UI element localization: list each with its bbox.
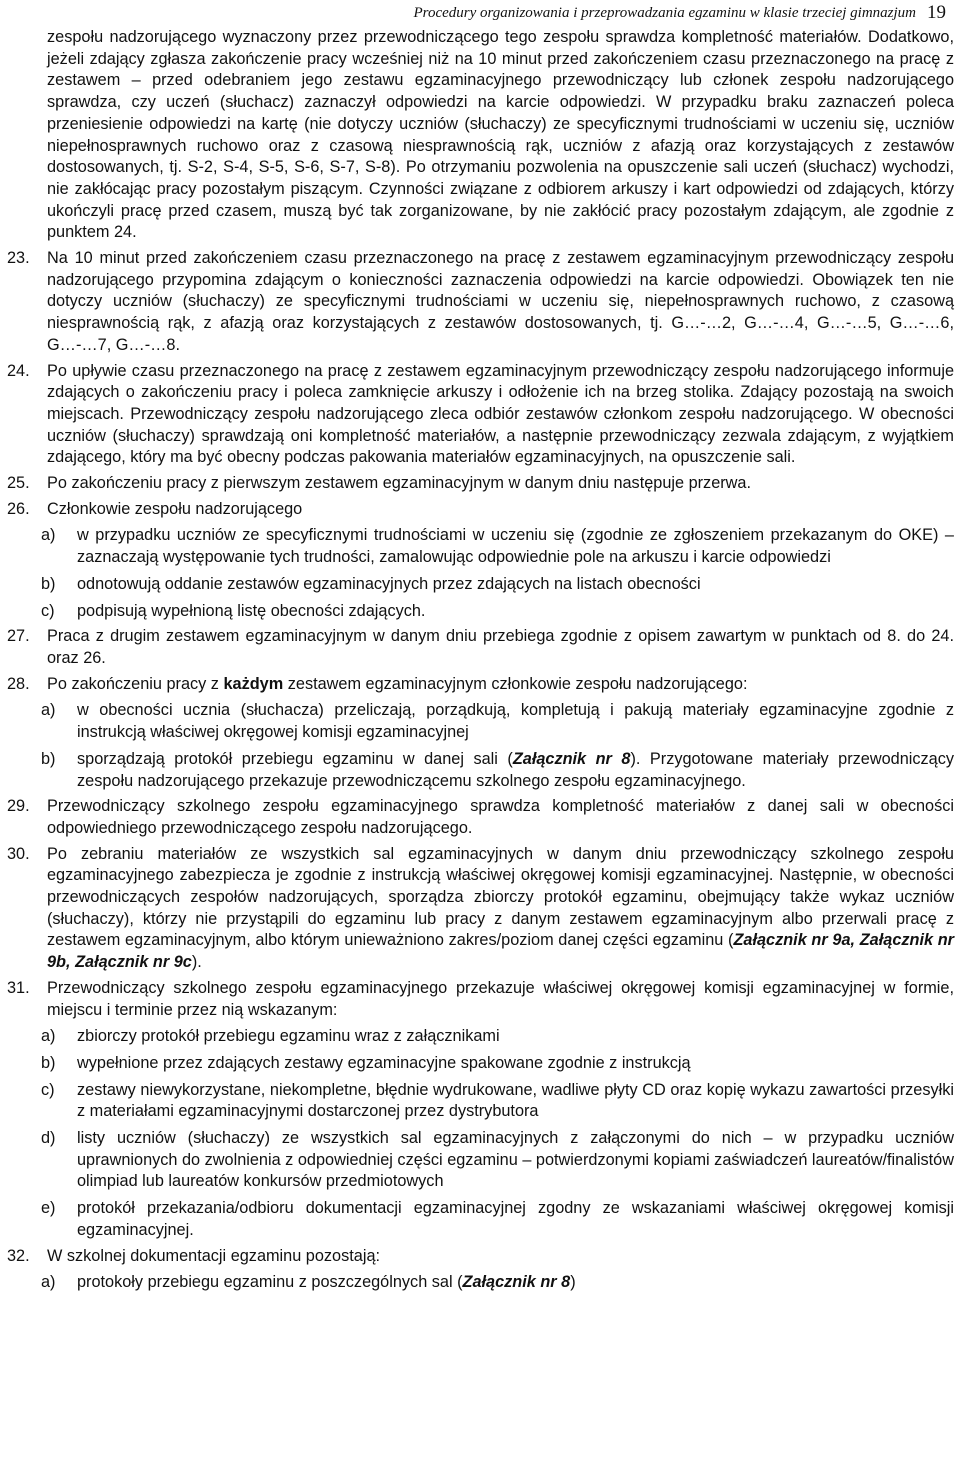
sub-text: w obecności ucznia (słuchacza) przeliczają, porządkują, kompletują i pakują materiały egzaminacyjne zgodnie z instrukcją właściwej okręgowej komisji egzaminacyjnej xyxy=(77,701,954,742)
paragraph-22-continuation: zespołu nadzorującego wyznaczony przez przewodniczącego tego zespołu sprawdza kompletność materiałów. Dodatkowo, jeżeli zdający zgłasza zakończenie pracy wcześniej niż na 10 minut przed zakończeniem czasu przeznaczonego na pracę z zestawem – przed odebraniem jego zestawu egzaminacyjnego przewodniczący lub członek zespołu nadzorującego sprawdza, czy uczeń (słuchacz) zaznaczył odpowiedzi na karcie odpowiedzi. W przypadku braku zaznaczeń poleca przeniesienie odpowiedzi na kartę (nie dotyczy uczniów (słuchaczy) ze specyficznymi trudnościami w uczeniu się, uczniów niepełnosprawnych ruchowo oraz z czasową niesprawnością rąk, uczniów z afazją oraz korzystających z zestawów dostosowanych, tj. S-2, S-4, S-5, S-6, S-7, S-8). Po otrzymaniu pozwolenia na opuszczenie sali uczeń (słuchacz) wychodzi, nie zakłócając pracy pozostałym piszącym. Czynności związane z odbiorem arkuszy i kart odpowiedzi od zdających, którzy ukończyli pracę przed czasem, muszą być tak zorganizowane, by nie zakłócić pracy pozostałym zdającym, ale zgodnie z punktem 24. xyxy=(47,28,954,242)
sub-letter: e) xyxy=(41,1199,56,1218)
sub-text: sporządzają protokół przebiegu egzaminu w danej sali ( xyxy=(77,749,513,768)
item-31 xyxy=(0,978,960,1021)
item-number: 31. xyxy=(7,978,30,997)
sub-text: zestawy niewykorzystane, niekompletne, błędnie wydrukowane, wadliwe płyty CD oraz kopię wykazu zawartości przesyłki z materiałami egzaminacyjnymi dostarczonej przez dystrybutora xyxy=(77,1080,954,1121)
item-28 xyxy=(0,674,960,696)
sub-letter: b) xyxy=(41,1053,56,1072)
sub-text: podpisują wypełnioną listę obecności zdających. xyxy=(77,601,426,620)
item-text: Po upływie czasu przeznaczonego na pracę z zestawem egzaminacyjnym przewodniczący zespołu nadzorującego informuje zdających o zakończeniu pracy i poleca zamknięcie arkuszy i odłożenie ich na brzeg stolika. Zdający pozostają na swoich miejscach. Przewodniczący zespołu nadzorującego zleca odbiór zestawów członkom zespołu nadzorującego. W obecności uczniów (słuchaczy) sprawdzają oni kompletność materiałów, a następnie przewodniczący zezwala zdającym, z wyjątkiem zdającego, który ma być obecny podczas pakowania materiałów egzaminacyjnych, na opuszczenie sali. xyxy=(47,361,954,467)
sub-text: protokół przekazania/odbioru dokumentacji egzaminacyjnej zgodny ze wskazaniami właściwej okręgowej komisji egzaminacyjnej. xyxy=(77,1199,954,1239)
item-number: 23. xyxy=(7,249,30,268)
sub-letter: c) xyxy=(41,1080,55,1099)
sub-text-end: ) xyxy=(570,1273,576,1292)
item-28-a xyxy=(0,700,960,743)
sub-letter: b) xyxy=(41,574,56,593)
separator: , xyxy=(66,953,76,972)
document-body xyxy=(0,27,960,1294)
item-number: 24. xyxy=(7,361,30,380)
item-text: Po zebraniu materiałów ze wszystkich sal egzaminacyjnych w danym dniu przewodniczący szkolnego zespołu egzaminacyjnego zabezpiecza je zgodnie z instrukcją właściwej okręgowej komisji egzaminacyjnej. Następnie, w obecności przewodniczących zespołów nadzorujących, sporządza zbiorczy protokół egzaminu, obejmujący także wykaz uczniów (słuchaczy), którzy nie przystąpili do egzaminu lub pracy z danym zestawem egzaminacyjnym albo przerwali pracę z zestawem egzaminacyjnym, albo którym unieważniono zakres/poziom danej części egzaminu ( xyxy=(47,844,954,950)
item-number: 30. xyxy=(7,844,30,863)
sub-text: wypełnione przez zdających zestawy egzaminacyjne spakowane zgodnie z instrukcją xyxy=(77,1053,691,1072)
item-28-b xyxy=(0,749,960,792)
separator: , xyxy=(850,931,860,950)
item-26-a xyxy=(0,525,960,568)
item-31-e xyxy=(0,1198,960,1241)
running-title: Procedury organizowania i przeprowadzania egzaminu w klasie trzeciej gimnazjum xyxy=(413,5,916,21)
attachment-reference-9a: Załącznik nr 9a xyxy=(733,931,851,950)
sub-letter: d) xyxy=(41,1129,56,1148)
sub-text: zbiorczy protokół przebiegu egzaminu wraz z załącznikami xyxy=(77,1027,500,1046)
attachment-reference-9b: Załącznik nr 9b xyxy=(47,931,954,972)
item-32-a xyxy=(0,1272,960,1294)
item-text: Przewodniczący szkolnego zespołu egzaminacyjnego przekazuje właściwej okręgowej komisji egzaminacyjnej w formie, miejscu i terminie przez nią wskazanym: xyxy=(47,978,954,1019)
sub-letter: a) xyxy=(41,526,56,545)
item-text: Po zakończeniu pracy z pierwszym zestawem egzaminacyjnym w danym dniu następuje przerwa. xyxy=(47,474,752,493)
item-number: 26. xyxy=(7,499,30,518)
sub-text: protokoły przebiegu egzaminu z poszczególnych sal ( xyxy=(77,1273,463,1292)
attachment-reference-9c: Załącznik nr 9c xyxy=(75,953,192,972)
sub-text: listy uczniów (słuchaczy) ze wszystkich sal egzaminacyjnych z załączonymi do nich – w przypadku uczniów uprawnionych do zwolnienia z odpowiedniej części egzaminu – potwierdzonymi kopiami zaświadczeń laureatów/finalistów olimpiad lub laureatów konkursów przedmiotowych xyxy=(77,1129,954,1191)
page-number: 19 xyxy=(927,2,946,23)
item-text: Praca z drugim zestawem egzaminacyjnym w danym dniu przebiega zgodnie z opisem zawartym w punktach od 8. do 24. oraz 26. xyxy=(47,627,954,667)
item-26-c xyxy=(0,601,960,623)
item-text: Na 10 minut przed zakończeniem czasu przeznaczonego na pracę z zestawem egzaminacyjnym przewodniczący zespołu nadzorującego przypomina zdającym o konieczności zaznaczenia odpowiedzi na karcie odpowiedzi. Obowiązek ten nie dotyczy uczniów (słuchaczy) ze specyficznymi trudnościami w uczeniu się, niepełnosprawnych ruchowo, z czasową niesprawnością rąk, z afazją oraz korzystających z zestawów dostosowanych, tj. G…-…2, G…-…4, G…-…5, G…-…6, G…-…7, G…-…8. xyxy=(47,249,954,354)
item-26 xyxy=(0,499,960,521)
sub-text: odnotowują oddanie zestawów egzaminacyjnych przez zdających na listach obecności xyxy=(77,574,701,593)
item-text: Przewodniczący szkolnego zespołu egzaminacyjnego sprawdza kompletność materiałów z danej sali w obecności odpowiedniego przewodniczącego zespołu nadzorującego. xyxy=(47,797,954,837)
item-31-a xyxy=(0,1026,960,1048)
item-32 xyxy=(0,1246,960,1268)
item-24 xyxy=(0,361,960,470)
item-25 xyxy=(0,473,960,495)
sub-letter: a) xyxy=(41,1273,56,1292)
item-text: W szkolnej dokumentacji egzaminu pozostają: xyxy=(47,1246,381,1265)
item-number: 29. xyxy=(7,797,30,816)
item-number: 28. xyxy=(7,674,30,693)
attachment-reference: Załącznik nr 8 xyxy=(512,749,631,768)
item-27 xyxy=(0,626,960,669)
item-text-end: zestawem egzaminacyjnym członkowie zespołu nadzorującego: xyxy=(283,674,748,693)
item-number: 27. xyxy=(7,627,30,646)
sub-text: w przypadku uczniów ze specyficznymi trudnościami w uczeniu się (zgodnie ze zgłoszeniem przekazanym do OKE) – zaznaczają występowanie tych trudności, zamalowując odpowiednie pole na arkuszu i karcie odpowiedzi xyxy=(77,526,954,567)
sub-text-end: ). Przygotowane materiały przewodniczący zespołu nadzorującego przekazuje przewodniczącemu szkolnego zespołu egzaminacyjnego. xyxy=(77,749,954,790)
emphasis-text: każdym xyxy=(223,674,284,693)
item-text: Członkowie zespołu nadzorującego xyxy=(47,499,303,518)
item-26-b xyxy=(0,574,960,596)
item-30 xyxy=(0,844,960,974)
sub-letter: a) xyxy=(41,701,56,720)
sub-letter: a) xyxy=(41,1027,56,1046)
item-number: 32. xyxy=(7,1246,30,1265)
item-31-c xyxy=(0,1080,960,1123)
item-31-d xyxy=(0,1128,960,1193)
item-23 xyxy=(0,248,960,357)
item-number: 25. xyxy=(7,474,30,493)
item-29 xyxy=(0,796,960,839)
sub-letter: b) xyxy=(41,749,56,768)
attachment-reference: Załącznik nr 8 xyxy=(462,1273,571,1292)
page-header xyxy=(0,4,946,26)
item-31-b xyxy=(0,1053,960,1075)
item-text-end: ). xyxy=(191,953,202,972)
sub-letter: c) xyxy=(41,601,55,620)
item-text: Po zakończeniu pracy z xyxy=(47,674,224,693)
